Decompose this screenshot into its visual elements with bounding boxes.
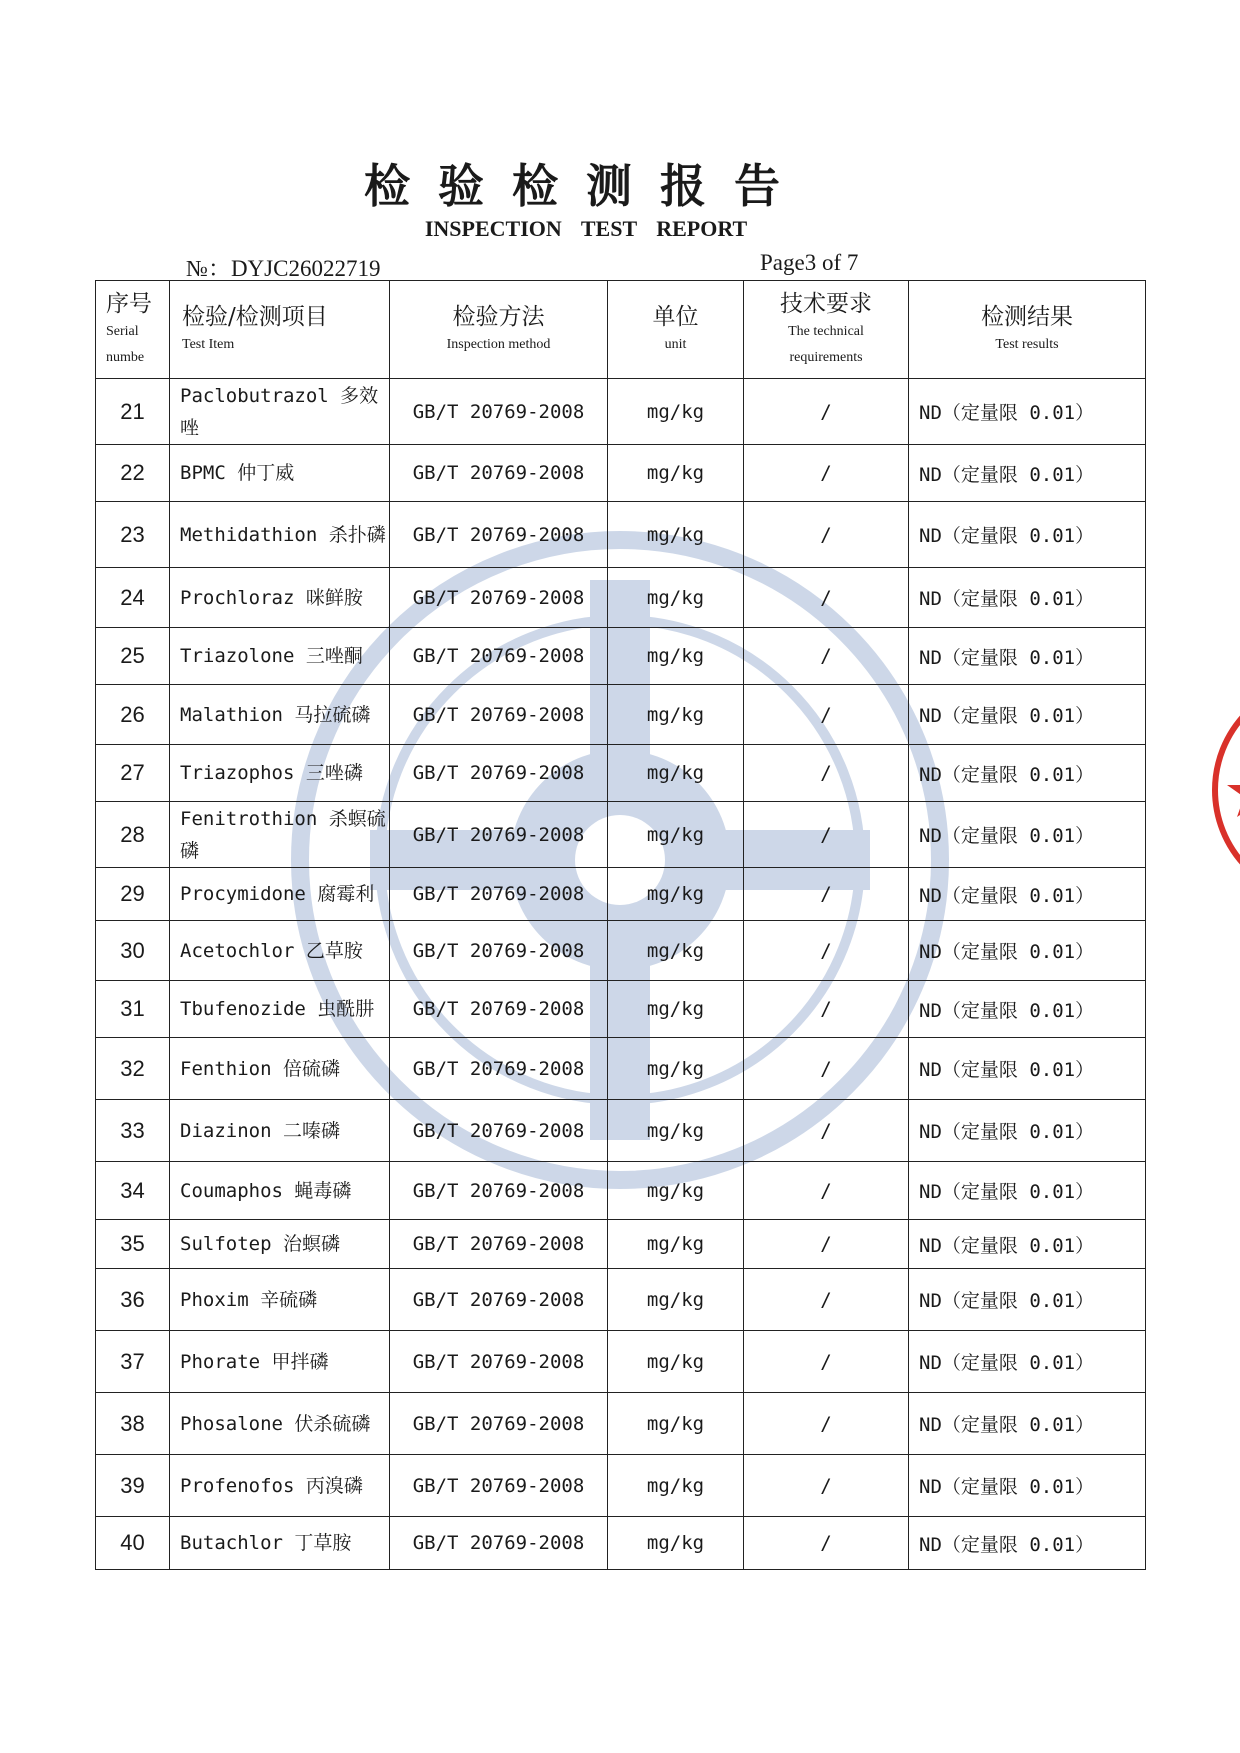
unit-cell: mg/kg <box>608 921 744 981</box>
unit-cell: mg/kg <box>608 1100 744 1162</box>
serial-cell: 37 <box>96 1331 170 1393</box>
test-item-cell: Fenitrothion 杀螟硫磷 <box>170 802 390 868</box>
header-req-cn: 技术要求 <box>780 290 872 317</box>
unit-cell: mg/kg <box>608 628 744 685</box>
unit-cell: mg/kg <box>608 379 744 445</box>
requirement-cell: / <box>744 502 909 568</box>
unit-cell: mg/kg <box>608 502 744 568</box>
requirement-cell: / <box>744 568 909 628</box>
header-method <box>390 281 608 379</box>
test-item-cell: Acetochlor 乙草胺 <box>170 921 390 981</box>
report-title-en: INSPECTION TEST REPORT <box>424 216 748 241</box>
test-item-cell: Triazolone 三唑酮 <box>170 628 390 685</box>
result-cell: ND（定量限 0.01） <box>909 1269 1146 1331</box>
header-method-cn: 检验方法 <box>452 303 545 330</box>
table-row <box>96 1393 1146 1455</box>
unit-cell: mg/kg <box>608 445 744 502</box>
table-row <box>96 379 1146 445</box>
serial-cell: 33 <box>96 1100 170 1162</box>
header-test-item <box>170 281 390 379</box>
unit-cell: mg/kg <box>608 981 744 1038</box>
table-row <box>96 628 1146 685</box>
method-cell: GB/T 20769-2008 <box>390 568 608 628</box>
method-cell: GB/T 20769-2008 <box>390 802 608 868</box>
method-cell: GB/T 20769-2008 <box>390 685 608 745</box>
result-cell: ND（定量限 0.01） <box>909 1517 1146 1570</box>
method-cell: GB/T 20769-2008 <box>390 1455 608 1517</box>
header-serial-cn: 序号 <box>106 290 152 317</box>
method-cell: GB/T 20769-2008 <box>390 1331 608 1393</box>
test-item-cell: Triazophos 三唑磷 <box>170 745 390 802</box>
requirement-cell: / <box>744 685 909 745</box>
unit-cell: mg/kg <box>608 1517 744 1570</box>
test-item-cell: Diazinon 二嗪磷 <box>170 1100 390 1162</box>
requirement-cell: / <box>744 868 909 921</box>
unit-cell: mg/kg <box>608 745 744 802</box>
requirement-cell: / <box>744 745 909 802</box>
serial-cell: 25 <box>96 628 170 685</box>
header-item-cn: 检验/检测项目 <box>182 303 328 330</box>
serial-cell: 24 <box>96 568 170 628</box>
table-row <box>96 568 1146 628</box>
result-cell: ND（定量限 0.01） <box>909 445 1146 502</box>
header-result-en: Test results <box>995 336 1059 352</box>
table-row <box>96 745 1146 802</box>
method-cell: GB/T 20769-2008 <box>390 1517 608 1570</box>
method-cell: GB/T 20769-2008 <box>390 1100 608 1162</box>
result-cell: ND（定量限 0.01） <box>909 568 1146 628</box>
test-item-cell: Paclobutrazol 多效唑 <box>170 379 390 445</box>
table-row <box>96 1517 1146 1570</box>
serial-cell: 31 <box>96 981 170 1038</box>
method-cell: GB/T 20769-2008 <box>390 868 608 921</box>
header-unit-cn: 单位 <box>652 303 699 330</box>
test-item-cell: Methidathion 杀扑磷 <box>170 502 390 568</box>
test-item-cell: Procymidone 腐霉利 <box>170 868 390 921</box>
unit-cell: mg/kg <box>608 868 744 921</box>
test-item-cell: Malathion 马拉硫磷 <box>170 685 390 745</box>
result-cell: ND（定量限 0.01） <box>909 1162 1146 1220</box>
serial-cell: 23 <box>96 502 170 568</box>
unit-cell: mg/kg <box>608 685 744 745</box>
unit-cell: mg/kg <box>608 1220 744 1269</box>
method-cell: GB/T 20769-2008 <box>390 981 608 1038</box>
report-number: №：DYJC26022719 <box>186 256 381 281</box>
result-cell: ND（定量限 0.01） <box>909 1393 1146 1455</box>
serial-cell: 39 <box>96 1455 170 1517</box>
table-row <box>96 502 1146 568</box>
method-cell: GB/T 20769-2008 <box>390 921 608 981</box>
serial-cell: 32 <box>96 1038 170 1100</box>
header-results <box>909 281 1146 379</box>
test-item-cell: Prochloraz 咪鲜胺 <box>170 568 390 628</box>
test-item-cell: Tbufenozide 虫酰肼 <box>170 981 390 1038</box>
requirement-cell: / <box>744 1100 909 1162</box>
serial-cell: 36 <box>96 1269 170 1331</box>
unit-cell: mg/kg <box>608 568 744 628</box>
header-item-en: Test Item <box>182 336 235 352</box>
requirement-cell: / <box>744 379 909 445</box>
result-cell: ND（定量限 0.01） <box>909 628 1146 685</box>
result-cell: ND（定量限 0.01） <box>909 921 1146 981</box>
test-item-cell: Phorate 甲拌磷 <box>170 1331 390 1393</box>
method-cell: GB/T 20769-2008 <box>390 1269 608 1331</box>
serial-cell: 40 <box>96 1517 170 1570</box>
seal-stamp <box>1205 670 1240 910</box>
serial-cell: 22 <box>96 445 170 502</box>
result-cell: ND（定量限 0.01） <box>909 1038 1146 1100</box>
header-unit-en: unit <box>664 336 687 352</box>
method-cell: GB/T 20769-2008 <box>390 445 608 502</box>
serial-cell: 21 <box>96 379 170 445</box>
method-cell: GB/T 20769-2008 <box>390 502 608 568</box>
serial-cell: 35 <box>96 1220 170 1269</box>
result-cell: ND（定量限 0.01） <box>909 868 1146 921</box>
table-row <box>96 1038 1146 1100</box>
method-cell: GB/T 20769-2008 <box>390 628 608 685</box>
requirement-cell: / <box>744 1162 909 1220</box>
table-row <box>96 802 1146 868</box>
result-cell: ND（定量限 0.01） <box>909 502 1146 568</box>
serial-cell: 30 <box>96 921 170 981</box>
table-row <box>96 1100 1146 1162</box>
unit-cell: mg/kg <box>608 1038 744 1100</box>
result-cell: ND（定量限 0.01） <box>909 981 1146 1038</box>
table-row <box>96 921 1146 981</box>
serial-cell: 38 <box>96 1393 170 1455</box>
header-result-cn: 检测结果 <box>981 303 1073 330</box>
method-cell: GB/T 20769-2008 <box>390 1393 608 1455</box>
result-cell: ND（定量限 0.01） <box>909 1331 1146 1393</box>
test-item-cell: Phosalone 伏杀硫磷 <box>170 1393 390 1455</box>
table-body <box>96 379 1146 1570</box>
results-table <box>95 280 1146 1570</box>
header-serial-en-2: numbe <box>106 349 145 365</box>
table-row <box>96 445 1146 502</box>
header-requirements <box>744 281 909 379</box>
header-serial <box>96 281 170 379</box>
requirement-cell: / <box>744 628 909 685</box>
method-cell: GB/T 20769-2008 <box>390 379 608 445</box>
header-serial-en-1: Serial <box>106 323 139 339</box>
header-method-en: Inspection method <box>446 336 551 352</box>
requirement-cell: / <box>744 1393 909 1455</box>
result-cell: ND（定量限 0.01） <box>909 379 1146 445</box>
table-row <box>96 1331 1146 1393</box>
result-cell: ND（定量限 0.01） <box>909 1455 1146 1517</box>
header-req-en-1: The technical <box>788 323 864 339</box>
requirement-cell: / <box>744 1455 909 1517</box>
header-req-en-2: requirements <box>789 349 863 365</box>
test-item-cell: BPMC 仲丁威 <box>170 445 390 502</box>
serial-cell: 34 <box>96 1162 170 1220</box>
result-cell: ND（定量限 0.01） <box>909 745 1146 802</box>
result-cell: ND（定量限 0.01） <box>909 685 1146 745</box>
method-cell: GB/T 20769-2008 <box>390 1162 608 1220</box>
test-item-cell: Sulfotep 治螟磷 <box>170 1220 390 1269</box>
table-row <box>96 981 1146 1038</box>
unit-cell: mg/kg <box>608 1393 744 1455</box>
report-title-cn: 检验检测报告 <box>364 159 808 213</box>
requirement-cell: / <box>744 1331 909 1393</box>
test-item-cell: Fenthion 倍硫磷 <box>170 1038 390 1100</box>
table-header-row <box>96 281 1146 379</box>
test-item-cell: Butachlor 丁草胺 <box>170 1517 390 1570</box>
result-cell: ND（定量限 0.01） <box>909 1100 1146 1162</box>
table-row <box>96 1455 1146 1517</box>
test-item-cell: Profenofos 丙溴磷 <box>170 1455 390 1517</box>
result-cell: ND（定量限 0.01） <box>909 1220 1146 1269</box>
requirement-cell: / <box>744 1517 909 1570</box>
table-row <box>96 1269 1146 1331</box>
table-row <box>96 685 1146 745</box>
method-cell: GB/T 20769-2008 <box>390 745 608 802</box>
table-row <box>96 868 1146 921</box>
result-cell: ND（定量限 0.01） <box>909 802 1146 868</box>
unit-cell: mg/kg <box>608 802 744 868</box>
table-row <box>96 1220 1146 1269</box>
test-item-cell: Coumaphos 蝇毒磷 <box>170 1162 390 1220</box>
serial-cell: 27 <box>96 745 170 802</box>
requirement-cell: / <box>744 981 909 1038</box>
unit-cell: mg/kg <box>608 1331 744 1393</box>
requirement-cell: / <box>744 921 909 981</box>
requirement-cell: / <box>744 1038 909 1100</box>
requirement-cell: / <box>744 1220 909 1269</box>
unit-cell: mg/kg <box>608 1455 744 1517</box>
requirement-cell: / <box>744 802 909 868</box>
unit-cell: mg/kg <box>608 1162 744 1220</box>
page-number: Page3 of 7 <box>760 250 859 275</box>
unit-cell: mg/kg <box>608 1269 744 1331</box>
table-row <box>96 1162 1146 1220</box>
serial-cell: 29 <box>96 868 170 921</box>
serial-cell: 28 <box>96 802 170 868</box>
serial-cell: 26 <box>96 685 170 745</box>
method-cell: GB/T 20769-2008 <box>390 1220 608 1269</box>
requirement-cell: / <box>744 445 909 502</box>
test-item-cell: Phoxim 辛硫磷 <box>170 1269 390 1331</box>
requirement-cell: / <box>744 1269 909 1331</box>
method-cell: GB/T 20769-2008 <box>390 1038 608 1100</box>
header-unit <box>608 281 744 379</box>
